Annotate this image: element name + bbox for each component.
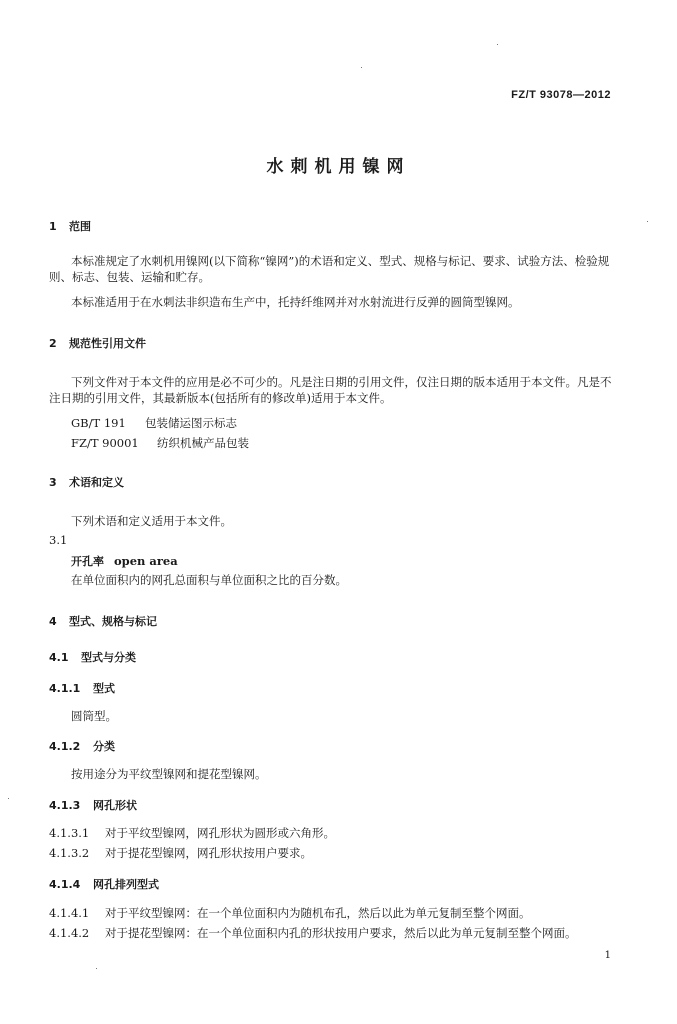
subsection-title: 网孔形状 <box>93 799 137 812</box>
scan-speck <box>8 798 9 799</box>
subsection-title: 型式与分类 <box>81 651 136 664</box>
section-1-paragraph-2: 本标准适用于在水刺法非织造布生产中，托持纤维网并对水射流进行反弹的圆筒型镍网。 <box>71 295 520 309</box>
subsection-number: 4.1.1 <box>49 682 81 695</box>
subsection-number: 4.1.2 <box>49 740 81 753</box>
section-2-heading <box>49 335 146 351</box>
reference-title: 纺织机械产品包装 <box>157 436 249 450</box>
section-title: 规范性引用文件 <box>69 337 146 350</box>
clause-item <box>49 925 577 941</box>
scan-speck <box>647 221 648 222</box>
reference-title: 包装储运图示标志 <box>145 416 237 430</box>
clause-text: 对于提花型镍网，网孔形状按用户要求。 <box>105 846 312 860</box>
section-number: 1 <box>49 220 57 233</box>
term-chinese: 开孔率 <box>71 555 104 568</box>
clause-item <box>49 845 312 861</box>
clause-item <box>49 825 335 841</box>
section-title: 范围 <box>69 220 91 233</box>
reference-item <box>71 435 249 451</box>
section-number: 2 <box>49 337 57 350</box>
section-2-paragraph-1: 下列文件对于本文件的应用是必不可少的。凡是注日期的引用文件，仅注日期的版本适用于本文件。凡是不注日期的引用文件，其最新版本(包括所有的修改单)适用于本文件。 <box>49 375 612 405</box>
section-3-heading <box>49 474 124 490</box>
scan-speck <box>361 67 362 68</box>
standard-code: FZ/T 93078—2012 <box>511 89 611 101</box>
subsection-4-1-heading <box>49 649 136 665</box>
term-number: 3.1 <box>49 533 68 547</box>
clause-text: 对于平纹型镍网，网孔形状为圆形或六角形。 <box>105 826 335 840</box>
reference-code: GB/T 191 <box>71 416 126 430</box>
subsection-4-1-2-text: 按用途分为平纹型镍网和提花型镍网。 <box>71 767 267 781</box>
section-3-paragraph-1: 下列术语和定义适用于本文件。 <box>71 514 232 528</box>
subsection-4-1-1-heading <box>49 680 115 696</box>
subsection-4-1-2-heading <box>49 738 115 754</box>
subsection-4-1-1-text: 圆筒型。 <box>71 709 117 723</box>
clause-number: 4.1.3.2 <box>49 846 90 860</box>
clause-number: 4.1.3.1 <box>49 826 90 840</box>
reference-item <box>71 415 237 431</box>
clause-number: 4.1.4.1 <box>49 906 90 920</box>
term-heading <box>71 553 178 570</box>
section-title: 术语和定义 <box>69 476 124 489</box>
subsection-number: 4.1.4 <box>49 878 81 891</box>
section-title: 型式、规格与标记 <box>69 615 157 628</box>
section-number: 3 <box>49 476 57 489</box>
reference-code: FZ/T 90001 <box>71 436 139 450</box>
scan-speck <box>497 44 498 45</box>
section-1-paragraph-1: 本标准规定了水刺机用镍网(以下简称“镍网”)的术语和定义、型式、规格与标记、要求、试验方法、检验规则、标志、包装、运输和贮存。 <box>49 254 610 284</box>
subsection-4-1-4-heading <box>49 876 159 892</box>
clause-item <box>49 905 531 921</box>
subsection-number: 4.1.3 <box>49 799 81 812</box>
subsection-4-1-3-heading <box>49 797 137 813</box>
section-number: 4 <box>49 615 57 628</box>
scan-speck <box>96 968 97 969</box>
clause-text: 对于平纹型镍网：在一个单位面积内为随机布孔，然后以此为单元复制至整个网面。 <box>105 906 531 920</box>
document-title: 水刺机用镍网 <box>266 157 411 177</box>
page-number: 1 <box>604 950 611 961</box>
subsection-number: 4.1 <box>49 651 69 664</box>
subsection-title: 型式 <box>93 682 115 695</box>
clause-text: 对于提花型镍网：在一个单位面积内孔的形状按用户要求，然后以此为单元复制至整个网面。 <box>105 926 577 940</box>
subsection-title: 网孔排列型式 <box>93 878 159 891</box>
section-1-heading <box>49 218 91 234</box>
term-definition: 在单位面积内的网孔总面积与单位面积之比的百分数。 <box>71 573 347 587</box>
subsection-title: 分类 <box>93 740 115 753</box>
section-4-heading <box>49 613 157 629</box>
clause-number: 4.1.4.2 <box>49 926 90 940</box>
term-english: open area <box>114 554 178 568</box>
